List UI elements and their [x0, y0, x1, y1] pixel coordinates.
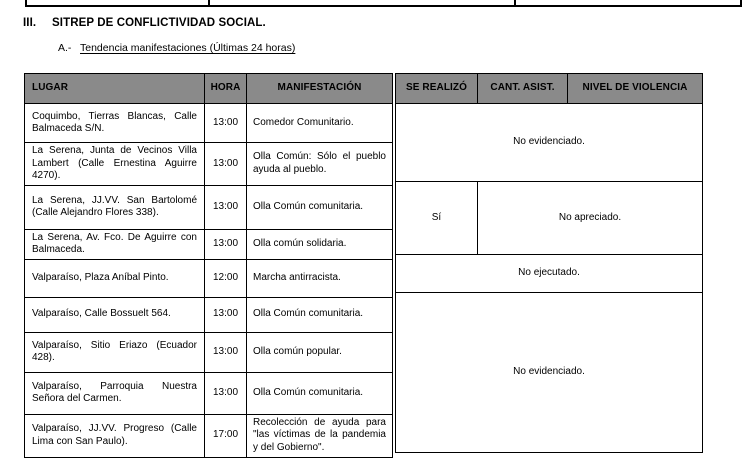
- cell-lugar: Coquimbo, Tierras Blancas, Calle Balmaceda S/N.: [25, 104, 205, 143]
- cell-lugar: La Serena, Junta de Vecinos Villa Lambert (Calle Ernestina Aguirre 4270).: [25, 143, 205, 186]
- status-cell-no-evidenciado: No evidenciado.: [396, 293, 703, 453]
- cell-lugar: Valparaíso, JJ.VV. Progreso (Calle Lima con San Paulo).: [25, 414, 205, 457]
- cell-hora: 13:00: [205, 185, 247, 229]
- table-row: [25, 143, 393, 186]
- cell-manifestacion: Recolección de ayuda para "las víctimas de la pandemia y del Gobierno".: [247, 414, 393, 457]
- table-row: [25, 259, 393, 297]
- cell-lugar: Valparaíso, Sitio Eriazo (Ecuador 428).: [25, 332, 205, 372]
- result-block-rows-6-9: [396, 293, 703, 453]
- table-row: [25, 372, 393, 414]
- cell-hora: 17:00: [205, 414, 247, 457]
- cell-manifestacion: Olla Común: Sólo el pueblo ayuda al pueblo.: [247, 143, 393, 186]
- table-row: [25, 414, 393, 457]
- cell-hora: 13:00: [205, 229, 247, 259]
- cell-manifestacion: Olla común popular.: [247, 332, 393, 372]
- cell-hora: 13:00: [205, 297, 247, 332]
- cell-manifestacion: Olla Común comunitaria.: [247, 297, 393, 332]
- header-hora: HORA: [205, 74, 247, 104]
- section-heading: [23, 17, 266, 29]
- cell-hora: 13:00: [205, 332, 247, 372]
- header-cant-asist: CANT. ASIST.: [478, 74, 568, 104]
- table-row: [25, 104, 393, 143]
- status-cell-no-evidenciado: No evidenciado.: [396, 104, 703, 182]
- cell-manifestacion: Marcha antirracista.: [247, 259, 393, 297]
- table-row: [25, 185, 393, 229]
- manifestations-table: [24, 73, 703, 458]
- table-header-row: [25, 74, 393, 104]
- cell-lugar: Valparaíso, Plaza Aníbal Pinto.: [25, 259, 205, 297]
- table-row: [25, 297, 393, 332]
- header-lugar: LUGAR: [25, 74, 205, 104]
- table-header-row: [396, 74, 703, 104]
- status-cell-no-ejecutado: No ejecutado.: [396, 255, 703, 293]
- header-manifestacion: MANIFESTACIÓN: [247, 74, 393, 104]
- cell-manifestacion: Olla Común comunitaria.: [247, 372, 393, 414]
- header-se-realizo: SE REALIZÓ: [396, 74, 478, 104]
- table-fragment-divider: [740, 0, 742, 7]
- cell-manifestacion: Olla común solidaria.: [247, 229, 393, 259]
- cell-lugar: La Serena, JJ.VV. San Bartolomé (Calle Alejandro Flores 338).: [25, 185, 205, 229]
- status-cell-si: Sí: [396, 182, 478, 255]
- table-fragment-divider: [25, 0, 27, 7]
- cell-hora: 13:00: [205, 143, 247, 186]
- result-block-rows-3-4: [396, 182, 703, 255]
- subsection-heading: [58, 42, 295, 54]
- cell-hora: 13:00: [205, 104, 247, 143]
- table-fragment-divider: [514, 0, 516, 7]
- previous-table-bottom-edge: [25, 0, 742, 7]
- cell-lugar: La Serena, Av. Fco. De Aguirre con Balmaceda.: [25, 229, 205, 259]
- cell-lugar: Valparaíso, Calle Bossuelt 564.: [25, 297, 205, 332]
- cell-hora: 12:00: [205, 259, 247, 297]
- table-row: [25, 332, 393, 372]
- manifestations-table-right: [395, 73, 703, 453]
- result-block-row-5: [396, 255, 703, 293]
- manifestations-table-left: [24, 73, 393, 458]
- section-title: SITREP DE CONFLICTIVIDAD SOCIAL.: [52, 17, 266, 29]
- subsection-label: A.-: [58, 42, 72, 54]
- subsection-title: Tendencia manifestaciones (Últimas 24 horas): [80, 42, 296, 54]
- cell-manifestacion: Olla Común comunitaria.: [247, 185, 393, 229]
- cell-hora: 13:00: [205, 372, 247, 414]
- result-block-rows-1-2: [396, 104, 703, 182]
- cell-lugar: Valparaíso, Parroquia Nuestra Señora del Carmen.: [25, 372, 205, 414]
- cell-manifestacion: Comedor Comunitario.: [247, 104, 393, 143]
- table-fragment-divider: [208, 0, 210, 7]
- status-cell-no-apreciado: No apreciado.: [478, 182, 703, 255]
- header-nivel-violencia: NIVEL DE VIOLENCIA: [568, 74, 703, 104]
- table-row: [25, 229, 393, 259]
- section-number: III.: [23, 17, 37, 29]
